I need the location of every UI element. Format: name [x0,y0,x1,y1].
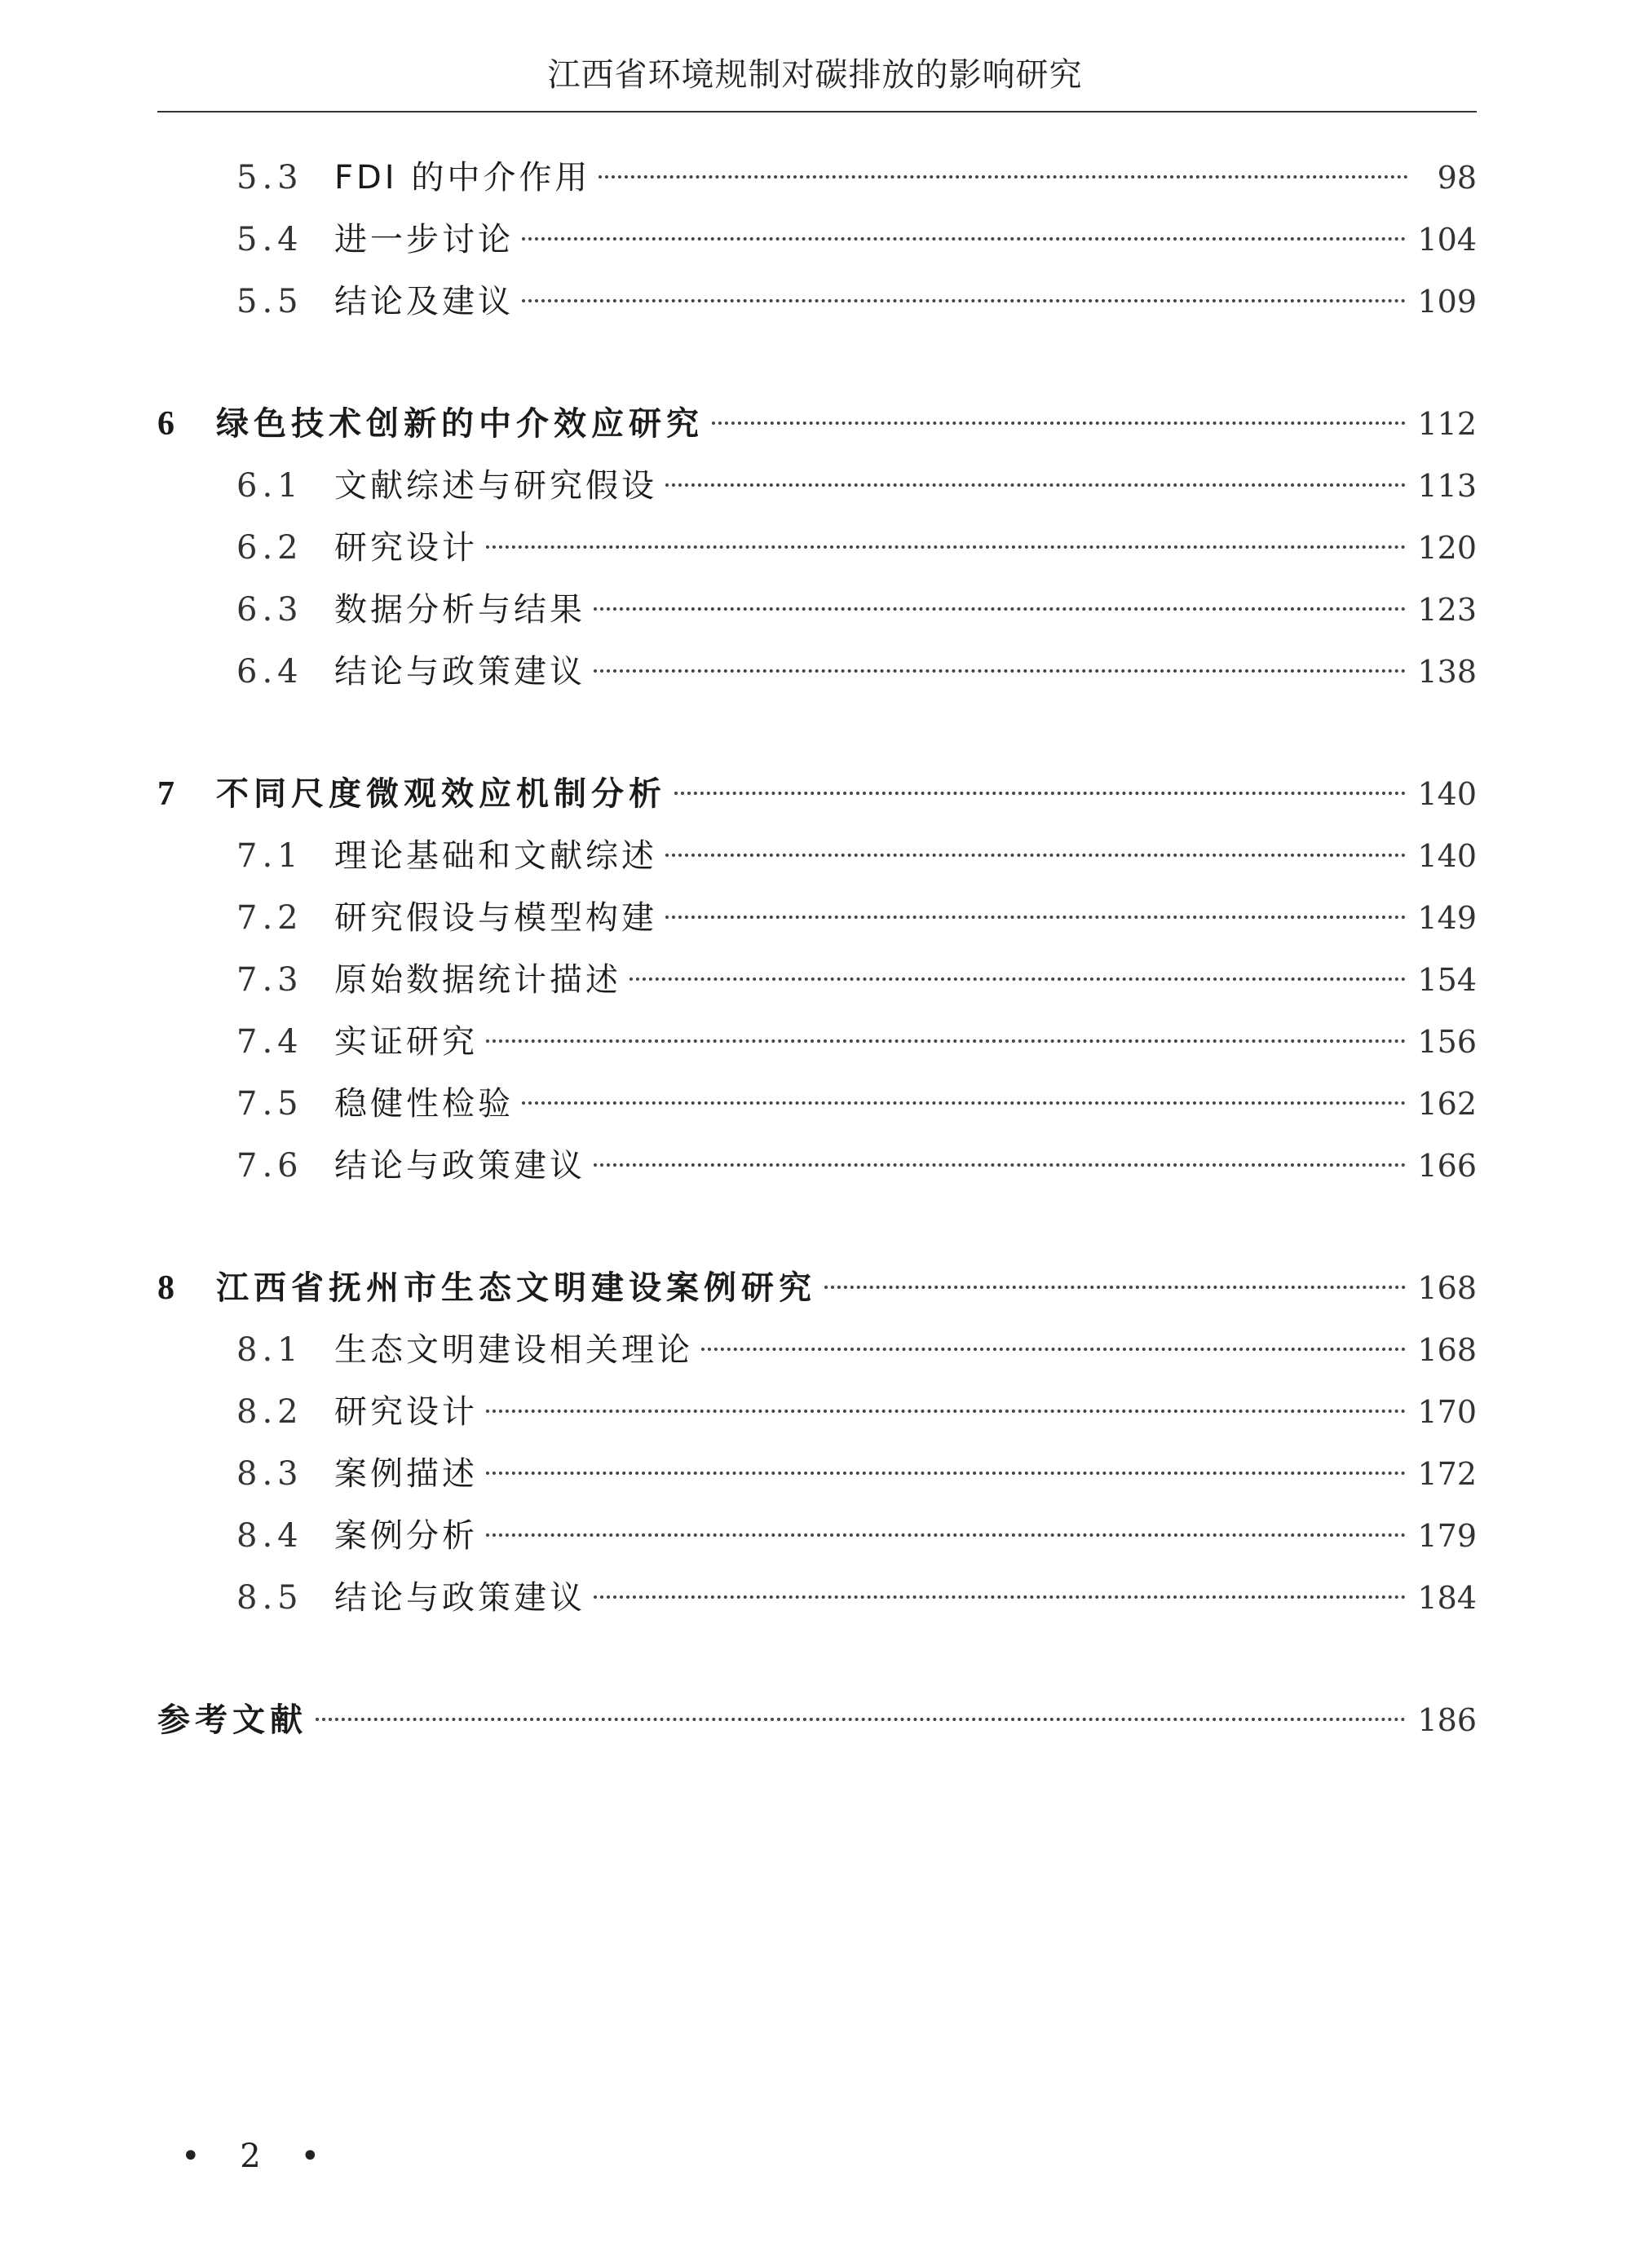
page-number: 166 [1417,1148,1477,1184]
dot-leader [599,175,1408,179]
toc-entry-6-4[interactable] [157,641,1477,703]
dot-leader [486,545,1406,549]
section-title: 原始数据统计描述 [334,961,621,999]
dot-leader [486,1039,1406,1043]
dot-leader [522,1101,1406,1105]
toc-entry-8-2[interactable] [157,1381,1477,1443]
section-title: 研究设计 [334,1393,478,1431]
section-title: 结论与政策建议 [334,1579,585,1617]
page-number: 168 [1417,1332,1477,1368]
section-number: 7.5 [236,1085,303,1123]
section-number: 7.3 [236,961,303,999]
section-number: 6.3 [236,591,303,629]
section-title: 生态文明建设相关理论 [334,1331,693,1369]
toc-entry-8-1[interactable] [157,1319,1477,1381]
page-number: 156 [1417,1024,1477,1060]
header-rule [157,111,1477,113]
chapter-title: 江西省抚州市生态文明建设案例研究 [216,1269,816,1307]
section-title: 结论与政策建议 [334,653,585,691]
page-number: 109 [1417,284,1477,320]
toc-entry-7-4[interactable] [157,1011,1477,1073]
chapter-8 [157,1257,1477,1629]
chapter-7 [157,763,1477,1197]
section-number: 7.2 [236,899,303,937]
page-number: 184 [1417,1580,1477,1616]
dot-leader [594,1595,1406,1599]
section-title: 结论与政策建议 [334,1147,585,1185]
toc-entry-8-4[interactable] [157,1505,1477,1567]
references-title: 参考文献 [157,1701,307,1739]
chapter-title: 不同尺度微观效应机制分析 [216,775,666,813]
page-number: 179 [1417,1518,1477,1554]
dot-leader [629,977,1406,981]
page-number: 162 [1417,1086,1477,1122]
page-number: 112 [1417,406,1477,442]
page-number: 140 [1417,776,1477,812]
section-number: 7.6 [236,1147,303,1185]
dot-leader [665,854,1406,857]
section-number: 6.1 [236,467,303,505]
page-number: 168 [1417,1270,1477,1306]
page-number: 149 [1417,900,1477,936]
section-title: FDI 的中介作用 [334,159,591,196]
toc-entry-5-5[interactable] [157,271,1477,333]
running-header: 江西省环境规制对碳排放的影响研究 [547,56,1083,94]
chapter-title: 绿色技术创新的中介效应研究 [216,405,704,443]
section-title: 实证研究 [334,1023,478,1061]
toc-chapter-8[interactable] [157,1257,1477,1319]
section-title: 研究假设与模型构建 [334,899,657,937]
toc-chapter-6[interactable] [157,393,1477,455]
section-number: 6.2 [236,529,303,567]
toc-references[interactable] [157,1689,1477,1751]
dot-leader [486,1410,1406,1413]
toc-entry-6-2[interactable] [157,517,1477,579]
section-title: 案例分析 [334,1517,478,1555]
page-number: 113 [1417,468,1477,504]
toc-entry-5-4[interactable] [157,209,1477,271]
page-number: 120 [1417,530,1477,566]
toc-entry-7-3[interactable] [157,949,1477,1011]
dot-leader [594,669,1406,673]
section-title: 案例描述 [334,1455,478,1493]
chapter-number: 8 [157,1269,174,1307]
section-number: 8.1 [236,1331,303,1369]
toc-entry-7-6[interactable] [157,1135,1477,1197]
page-number: 98 [1437,160,1477,196]
page-number: 138 [1417,654,1477,690]
section-number: 7.4 [236,1023,303,1061]
toc-entry-6-3[interactable] [157,579,1477,641]
toc-entry-6-1[interactable] [157,455,1477,517]
toc-entry-5-3[interactable] [157,147,1477,209]
table-of-contents [157,147,1477,1751]
section-number: 6.4 [236,653,303,691]
dot-leader [665,916,1406,919]
section-title: 文献综述与研究假设 [334,467,657,505]
section-number: 7.1 [236,837,303,875]
section-number: 8.2 [236,1393,303,1431]
dot-leader [712,421,1406,425]
toc-entry-8-3[interactable] [157,1443,1477,1505]
dot-leader [522,237,1406,240]
references-section [157,1689,1477,1751]
dot-leader [316,1718,1406,1721]
dot-leader [594,607,1406,611]
page-folio: • 2 • [181,2138,335,2175]
chapter-6 [157,393,1477,703]
page-number: 140 [1417,838,1477,874]
section-number: 5.3 [236,159,303,196]
section-title: 稳健性检验 [334,1085,514,1123]
page-number: 104 [1417,222,1477,258]
dot-leader [674,792,1406,795]
section-title: 数据分析与结果 [334,591,585,629]
section-title: 进一步讨论 [334,221,514,258]
section-number: 5.5 [236,283,303,320]
section-title: 研究设计 [334,529,478,567]
dot-leader [486,1472,1406,1475]
chapter-number: 7 [157,775,174,813]
chapter-number: 6 [157,405,174,443]
section-number: 5.4 [236,221,303,258]
dot-leader [486,1533,1406,1537]
page-number: 172 [1417,1456,1477,1492]
section-title: 结论及建议 [334,283,514,320]
toc-entry-7-5[interactable] [157,1073,1477,1135]
page-number: 123 [1417,592,1477,628]
dot-leader [594,1163,1406,1167]
dot-leader [665,483,1406,487]
section-number: 8.5 [236,1579,303,1617]
toc-entry-8-5[interactable] [157,1567,1477,1629]
section-number: 8.3 [236,1455,303,1493]
dot-leader [701,1348,1406,1351]
page-number: 154 [1417,962,1477,998]
section-title: 理论基础和文献综述 [334,837,657,875]
page-number: 186 [1417,1702,1477,1738]
toc-entry-7-2[interactable] [157,887,1477,949]
section-number: 8.4 [236,1517,303,1555]
chapter-5-continued [157,147,1477,333]
dot-leader [522,299,1406,302]
toc-entry-7-1[interactable] [157,825,1477,887]
toc-chapter-7[interactable] [157,763,1477,825]
page-number: 170 [1417,1394,1477,1430]
dot-leader [824,1286,1406,1289]
